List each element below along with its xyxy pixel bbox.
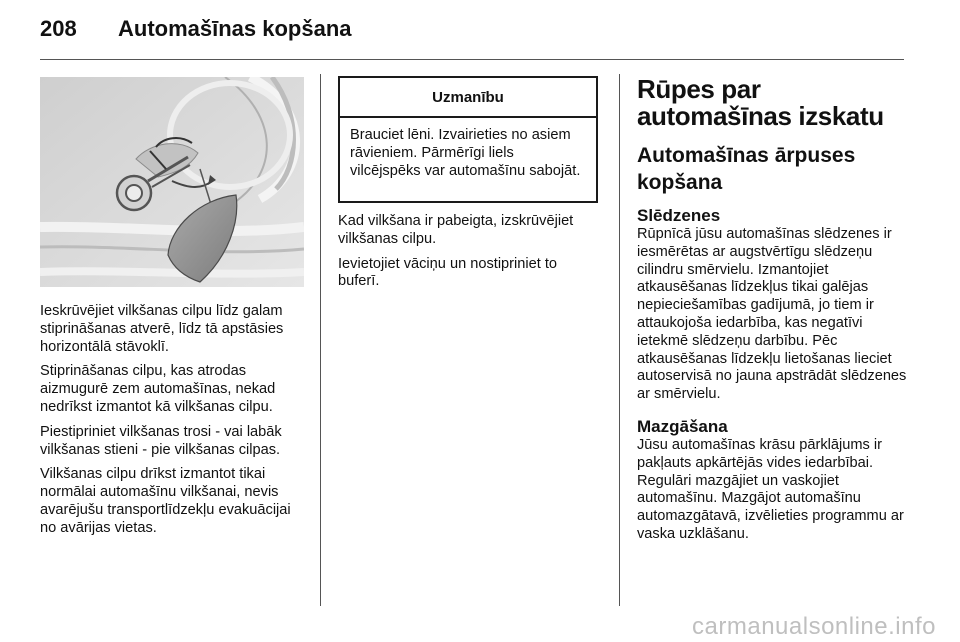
- warning-box: [338, 76, 598, 203]
- watermark: carmanualsonline.info: [692, 613, 936, 640]
- column-divider-right: [619, 74, 620, 606]
- paragraph: Ievietojiet vāciņu un nostipriniet to buferī.: [338, 255, 558, 290]
- warning-text: Brauciet lēni. Izvairieties no asiem rāvieniem. Pārmērīgi liels vilcējspēks var automašīnu sabojāt.: [350, 127, 581, 179]
- page-number: 208: [40, 16, 77, 41]
- column-1-text: [40, 303, 304, 545]
- locks-text: Rūpnīcā jūsu automašīnas slēdzenes ir iesmērētas ar augstvērtīgu slēdzeņu cilindru smērvielu. Izmantojiet atkausēšanas līdzekļus tikai galējas nepieciešamības gadījumā, jo tiem ir attaukojoša iedarbība, kas negatīvi ietekmē slēdzeņu darbību. Pēc atkausēšanas līdzekļu lietošanas lieciet autoservisā no jauna apstrādāt slēdzenes ar smērvielu.: [637, 226, 907, 403]
- warning-title: Uzmanību: [340, 78, 596, 118]
- page-header: [40, 16, 352, 50]
- column-2-text: [338, 213, 602, 298]
- section-heading: Automašīnas ārpuses kopšana: [637, 144, 856, 194]
- chapter-heading: Rūpes par automašīnas izskatu: [637, 74, 884, 131]
- column-divider-left: [320, 74, 321, 606]
- paragraph: Piestipriniet vilkšanas trosi - vai labāk vilkšanas stieni - pie vilkšanas cilpas.: [40, 423, 282, 458]
- paragraph: Vilkšanas cilpu drīkst izmantot tikai normālai automašīnu vilkšanai, nevis avarējušu transportlīdzekļu evakuācijai no avārijas vietas.: [40, 466, 291, 536]
- towing-eye-illustration: [40, 77, 304, 287]
- paragraph: Ieskrūvējiet vilkšanas cilpu līdz galam stiprināšanas atverē, līdz tā apstāsies horizontālā stāvoklī.: [40, 303, 284, 355]
- paragraph: Kad vilkšana ir pabeigta, izskrūvējiet vilkšanas cilpu.: [338, 213, 574, 247]
- page-title: Automašīnas kopšana: [118, 16, 352, 41]
- header-divider: [40, 59, 904, 60]
- column-3: [637, 76, 907, 544]
- washing-text: Jūsu automašīnas krāsu pārklājums ir pakļauts apkārtējās vides iedarbībai. Regulāri mazgājiet un vaskojiet automašīnu. Mazgājot automašīnu automazgātavā, izvēlieties programmu ar vaska uzklāšanu.: [637, 436, 904, 542]
- paragraph: Stiprināšanas cilpu, kas atrodas aizmugurē zem automašīnas, nekad nedrīkst izmantot kā vilkšanas cilpu.: [40, 363, 276, 415]
- subsection-heading-washing: Mazgāšana: [637, 416, 728, 436]
- subsection-heading-locks: Slēdzenes: [637, 206, 721, 225]
